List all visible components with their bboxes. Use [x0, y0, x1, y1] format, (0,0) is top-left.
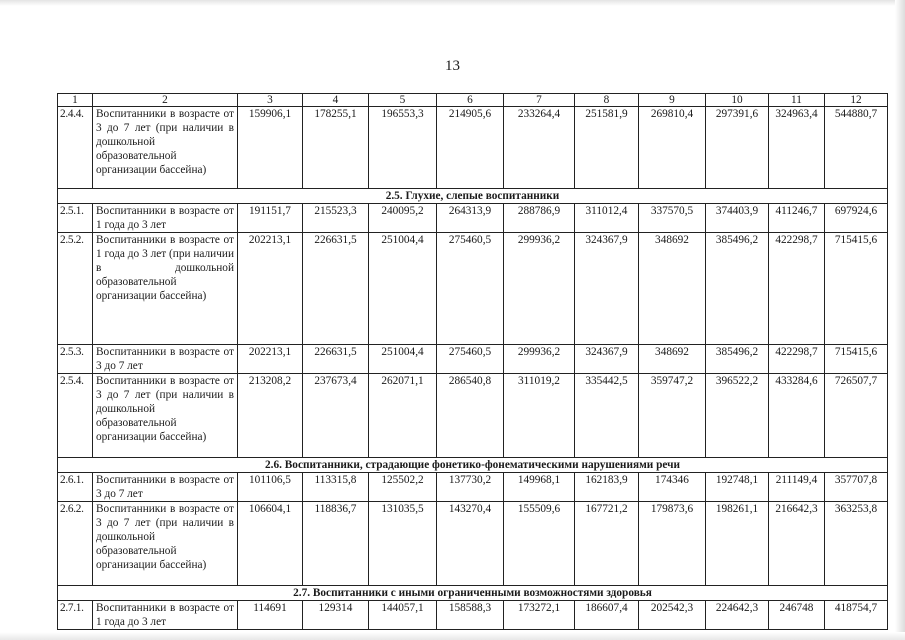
- value-cell: 697924,6: [825, 204, 888, 233]
- value-cell: 216642,3: [769, 502, 825, 586]
- row-description: Воспитанники в возрасте от 3 до 7 лет (при наличии в дошкольной образовательной организации бассейна): [93, 502, 238, 586]
- section-title: 2.6. Воспитанники, страдающие фонетико-фонематическими нарушениями речи: [58, 458, 888, 473]
- value-cell: 299936,2: [504, 233, 575, 345]
- value-cell: 715415,6: [825, 345, 888, 374]
- row-description: Воспитанники в возрасте от 3 до 7 лет: [93, 473, 238, 502]
- value-cell: 348692: [639, 345, 706, 374]
- value-cell: 215523,3: [303, 204, 369, 233]
- value-cell: 251004,4: [369, 345, 437, 374]
- table-row: [58, 233, 888, 345]
- value-cell: 129314: [303, 601, 369, 630]
- table-row: [58, 473, 888, 502]
- value-cell: 101106,5: [238, 473, 303, 502]
- value-cell: 162183,9: [575, 473, 639, 502]
- value-cell: 337570,5: [639, 204, 706, 233]
- column-header-12: 12: [825, 94, 888, 107]
- value-cell: 240095,2: [369, 204, 437, 233]
- value-cell: 226631,5: [303, 233, 369, 345]
- column-header-6: 6: [437, 94, 504, 107]
- section-title: 2.7. Воспитанники с иными ограниченными возможностями здоровья: [58, 586, 888, 601]
- value-cell: 158588,3: [437, 601, 504, 630]
- table-row: [58, 374, 888, 458]
- value-cell: 159906,1: [238, 107, 303, 189]
- value-cell: 173272,1: [504, 601, 575, 630]
- scan-edge-right: [895, 0, 905, 640]
- value-cell: 422298,7: [769, 233, 825, 345]
- row-number: 2.4.4.: [58, 107, 93, 189]
- value-cell: 155509,6: [504, 502, 575, 586]
- section-heading-row: [58, 189, 888, 204]
- column-header-3: 3: [238, 94, 303, 107]
- value-cell: 192748,1: [706, 473, 769, 502]
- value-cell: 715415,6: [825, 233, 888, 345]
- column-header-2: 2: [93, 94, 238, 107]
- column-header-5: 5: [369, 94, 437, 107]
- value-cell: 363253,8: [825, 502, 888, 586]
- value-cell: 137730,2: [437, 473, 504, 502]
- scan-edge-bottom: [0, 632, 905, 640]
- value-cell: 226631,5: [303, 345, 369, 374]
- value-cell: 186607,4: [575, 601, 639, 630]
- normative-cost-table: [57, 93, 888, 630]
- value-cell: 233264,4: [504, 107, 575, 189]
- value-cell: 726507,7: [825, 374, 888, 458]
- value-cell: 246748: [769, 601, 825, 630]
- table-body: [58, 94, 888, 630]
- value-cell: 211149,4: [769, 473, 825, 502]
- value-cell: 118836,7: [303, 502, 369, 586]
- value-cell: 262071,1: [369, 374, 437, 458]
- value-cell: 385496,2: [706, 233, 769, 345]
- section-title: 2.5. Глухие, слепые воспитанники: [58, 189, 888, 204]
- column-header-11: 11: [769, 94, 825, 107]
- value-cell: 264313,9: [437, 204, 504, 233]
- row-number: 2.7.1.: [58, 601, 93, 630]
- page-number: 13: [445, 58, 460, 74]
- value-cell: 396522,2: [706, 374, 769, 458]
- value-cell: 348692: [639, 233, 706, 345]
- value-cell: 544880,7: [825, 107, 888, 189]
- value-cell: 144057,1: [369, 601, 437, 630]
- value-cell: 297391,6: [706, 107, 769, 189]
- value-cell: 198261,1: [706, 502, 769, 586]
- column-number-row: [58, 94, 888, 107]
- column-header-10: 10: [706, 94, 769, 107]
- row-number: 2.5.3.: [58, 345, 93, 374]
- value-cell: 114691: [238, 601, 303, 630]
- value-cell: 191151,7: [238, 204, 303, 233]
- value-cell: 178255,1: [303, 107, 369, 189]
- row-description: Воспитанники в возрасте от 3 до 7 лет (при наличии в дошкольной образовательной организации бассейна): [93, 374, 238, 458]
- value-cell: 357707,8: [825, 473, 888, 502]
- value-cell: 288786,9: [504, 204, 575, 233]
- row-description: Воспитанники в возрасте от 1 года до 3 лет (при наличии в дошкольной образовательной организации бассейна): [93, 233, 238, 345]
- value-cell: 213208,2: [238, 374, 303, 458]
- value-cell: 275460,5: [437, 345, 504, 374]
- value-cell: 202213,1: [238, 233, 303, 345]
- value-cell: 299936,2: [504, 345, 575, 374]
- value-cell: 385496,2: [706, 345, 769, 374]
- value-cell: 143270,4: [437, 502, 504, 586]
- value-cell: 167721,2: [575, 502, 639, 586]
- value-cell: 251581,9: [575, 107, 639, 189]
- value-cell: 324367,9: [575, 345, 639, 374]
- value-cell: 149968,1: [504, 473, 575, 502]
- row-number: 2.6.1.: [58, 473, 93, 502]
- value-cell: 224642,3: [706, 601, 769, 630]
- column-header-8: 8: [575, 94, 639, 107]
- value-cell: 113315,8: [303, 473, 369, 502]
- value-cell: 237673,4: [303, 374, 369, 458]
- value-cell: 359747,2: [639, 374, 706, 458]
- row-description: Воспитанники в возрасте от 1 года до 3 лет: [93, 601, 238, 630]
- value-cell: 196553,3: [369, 107, 437, 189]
- value-cell: 422298,7: [769, 345, 825, 374]
- column-header-9: 9: [639, 94, 706, 107]
- table-row: [58, 502, 888, 586]
- value-cell: 275460,5: [437, 233, 504, 345]
- value-cell: 202213,1: [238, 345, 303, 374]
- row-number: 2.6.2.: [58, 502, 93, 586]
- value-cell: 411246,7: [769, 204, 825, 233]
- value-cell: 433284,6: [769, 374, 825, 458]
- value-cell: 251004,4: [369, 233, 437, 345]
- scan-edge-top: [0, 0, 905, 6]
- value-cell: 179873,6: [639, 502, 706, 586]
- table-row: [58, 345, 888, 374]
- value-cell: 311019,2: [504, 374, 575, 458]
- row-number: 2.5.1.: [58, 204, 93, 233]
- value-cell: 286540,8: [437, 374, 504, 458]
- row-number: 2.5.4.: [58, 374, 93, 458]
- column-header-1: 1: [58, 94, 93, 107]
- value-cell: 269810,4: [639, 107, 706, 189]
- section-heading-row: [58, 458, 888, 473]
- table-row: [58, 601, 888, 630]
- table-row: [58, 107, 888, 189]
- row-description: Воспитанники в возрасте от 3 до 7 лет (при наличии в дошкольной образовательной организации бассейна): [93, 107, 238, 189]
- table-row: [58, 204, 888, 233]
- row-number: 2.5.2.: [58, 233, 93, 345]
- value-cell: 324367,9: [575, 233, 639, 345]
- value-cell: 335442,5: [575, 374, 639, 458]
- row-description: Воспитанники в возрасте от 1 года до 3 лет: [93, 204, 238, 233]
- value-cell: 106604,1: [238, 502, 303, 586]
- section-heading-row: [58, 586, 888, 601]
- value-cell: 214905,6: [437, 107, 504, 189]
- value-cell: 324963,4: [769, 107, 825, 189]
- value-cell: 125502,2: [369, 473, 437, 502]
- column-header-4: 4: [303, 94, 369, 107]
- value-cell: 131035,5: [369, 502, 437, 586]
- value-cell: 418754,7: [825, 601, 888, 630]
- row-description: Воспитанники в возрасте от 3 до 7 лет: [93, 345, 238, 374]
- value-cell: 311012,4: [575, 204, 639, 233]
- value-cell: 374403,9: [706, 204, 769, 233]
- column-header-7: 7: [504, 94, 575, 107]
- value-cell: 202542,3: [639, 601, 706, 630]
- value-cell: 174346: [639, 473, 706, 502]
